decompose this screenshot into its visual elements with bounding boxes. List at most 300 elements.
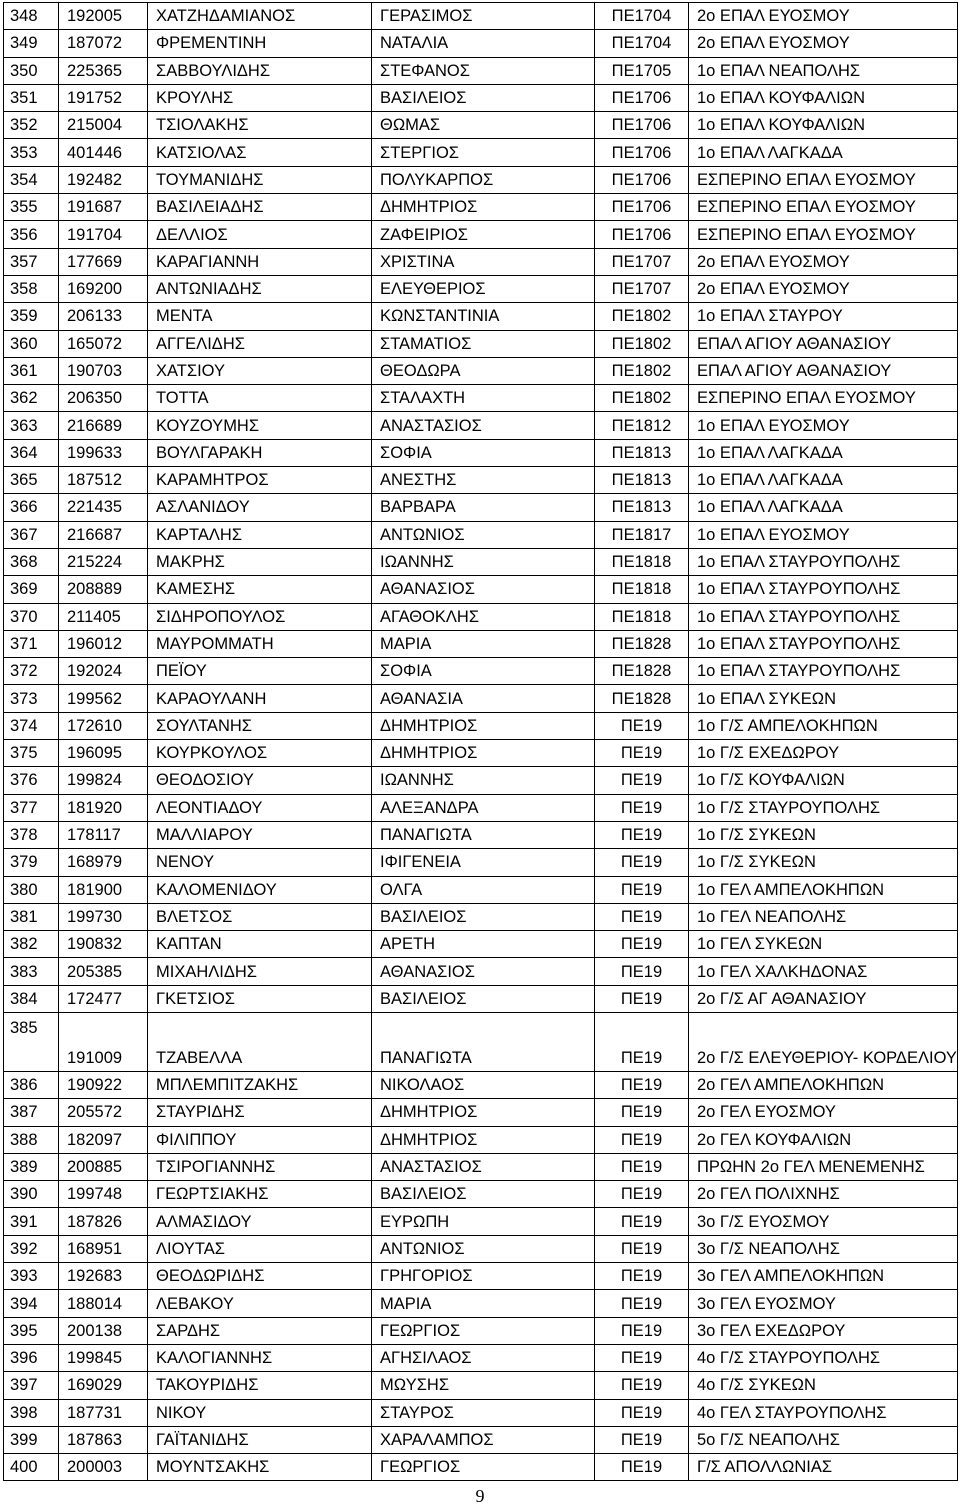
surname-cell: ΜΑΥΡΟΜΜΑΤΗ: [148, 630, 372, 657]
row-number-cell: 382: [4, 931, 59, 958]
surname-cell: ΧΑΤΖΗΔΑΜΙΑΝΟΣ: [148, 3, 372, 30]
surname-cell: ΝΕΝΟΥ: [148, 849, 372, 876]
specialty-cell: ΠΕ1813: [595, 494, 689, 521]
table-row: [4, 275, 958, 302]
specialty-cell: ΠΕ1818: [595, 548, 689, 575]
given-name-cell: ΑΘΑΝΑΣΙΟΣ: [372, 958, 595, 985]
id-cell: 187863: [59, 1426, 148, 1453]
given-name-cell: ΑΝΤΩΝΙΟΣ: [372, 1235, 595, 1262]
id-cell: 169029: [59, 1372, 148, 1399]
id-cell: 199748: [59, 1181, 148, 1208]
table-row: [4, 439, 958, 466]
school-cell: 1ο Γ/Σ ΣΤΑΥΡΟΥΠΟΛΗΣ: [689, 794, 958, 821]
surname-cell: ΣΤΑΥΡΙΔΗΣ: [148, 1099, 372, 1126]
surname-cell: ΤΟΤΤΑ: [148, 385, 372, 412]
row-number-cell: 387: [4, 1099, 59, 1126]
school-cell: 1ο Γ/Σ ΕΧΕΔΩΡΟΥ: [689, 740, 958, 767]
id-cell: 190922: [59, 1071, 148, 1098]
surname-cell: ΦΡΕΜΕΝΤΙΝΗ: [148, 30, 372, 57]
school-cell: 1ο ΕΠΑΛ ΣΤΑΥΡΟΥΠΟΛΗΣ: [689, 603, 958, 630]
row-number-cell: 380: [4, 876, 59, 903]
given-name-cell: ΓΡΗΓΟΡΙΟΣ: [372, 1263, 595, 1290]
school-cell: 2ο Γ/Σ ΕΛΕΥΘΕΡΙΟΥ- ΚΟΡΔΕΛΙΟΥ: [689, 1012, 958, 1071]
id-cell: 181900: [59, 876, 148, 903]
id-cell: 199562: [59, 685, 148, 712]
id-cell: 196095: [59, 740, 148, 767]
table-body: [4, 3, 958, 1481]
specialty-cell: ΠΕ1828: [595, 630, 689, 657]
id-cell: 216687: [59, 521, 148, 548]
specialty-cell: ΠΕ19: [595, 985, 689, 1012]
id-cell: 215004: [59, 112, 148, 139]
table-row: [4, 84, 958, 111]
school-cell: 1ο ΕΠΑΛ ΣΤΑΥΡΟΥΠΟΛΗΣ: [689, 658, 958, 685]
id-cell: 199824: [59, 767, 148, 794]
school-cell: 1ο ΕΠΑΛ ΕΥΟΣΜΟΥ: [689, 521, 958, 548]
specialty-cell: ΠΕ1704: [595, 3, 689, 30]
row-number-cell: 392: [4, 1235, 59, 1262]
given-name-cell: ΣΟΦΙΑ: [372, 658, 595, 685]
specialty-cell: ΠΕ1828: [595, 658, 689, 685]
given-name-cell: ΣΤΑΛΑΧΤΗ: [372, 385, 595, 412]
id-cell: 401446: [59, 139, 148, 166]
specialty-cell: ΠΕ19: [595, 1372, 689, 1399]
specialty-cell: ΠΕ19: [595, 767, 689, 794]
table-row: [4, 1012, 958, 1071]
surname-cell: ΒΛΕΤΣΟΣ: [148, 903, 372, 930]
row-number-cell: 355: [4, 194, 59, 221]
id-cell: 191009: [59, 1012, 148, 1071]
given-name-cell: ΒΑΡΒΑΡΑ: [372, 494, 595, 521]
row-number-cell: 396: [4, 1344, 59, 1371]
surname-cell: ΤΖΑΒΕΛΛΑ: [148, 1012, 372, 1071]
given-name-cell: ΘΩΜΑΣ: [372, 112, 595, 139]
row-number-cell: 400: [4, 1454, 59, 1481]
specialty-cell: ΠΕ1706: [595, 139, 689, 166]
given-name-cell: ΑΘΑΝΑΣΙΟΣ: [372, 576, 595, 603]
given-name-cell: ΕΥΡΩΠΗ: [372, 1208, 595, 1235]
row-number-cell: 378: [4, 821, 59, 848]
school-cell: 1ο ΕΠΑΛ ΛΑΓΚΑΔΑ: [689, 467, 958, 494]
id-cell: 200138: [59, 1317, 148, 1344]
table-row: [4, 821, 958, 848]
school-cell: 2ο ΓΕΛ ΚΟΥΦΑΛΙΩΝ: [689, 1126, 958, 1153]
surname-cell: ΚΑΛΟΜΕΝΙΔΟΥ: [148, 876, 372, 903]
table-row: [4, 1099, 958, 1126]
id-cell: 192482: [59, 166, 148, 193]
given-name-cell: ΜΑΡΙΑ: [372, 1290, 595, 1317]
row-number-cell: 398: [4, 1399, 59, 1426]
specialty-cell: ΠΕ1812: [595, 412, 689, 439]
specialty-cell: ΠΕ1704: [595, 30, 689, 57]
school-cell: 1ο ΓΕΛ ΧΑΛΚΗΔΟΝΑΣ: [689, 958, 958, 985]
specialty-cell: ΠΕ19: [595, 740, 689, 767]
surname-cell: ΘΕΟΔΟΣΙΟΥ: [148, 767, 372, 794]
id-cell: 192683: [59, 1263, 148, 1290]
school-cell: 1ο ΕΠΑΛ ΣΤΑΥΡΟΥ: [689, 303, 958, 330]
surname-cell: ΜΕΝΤΑ: [148, 303, 372, 330]
school-cell: 1ο ΕΠΑΛ ΚΟΥΦΑΛΙΩΝ: [689, 84, 958, 111]
school-cell: 2ο ΓΕΛ ΠΟΛΙΧΝΗΣ: [689, 1181, 958, 1208]
surname-cell: ΑΛΜΑΣΙΔΟΥ: [148, 1208, 372, 1235]
specialty-cell: ΠΕ19: [595, 849, 689, 876]
specialty-cell: ΠΕ19: [595, 1344, 689, 1371]
specialty-cell: ΠΕ19: [595, 1235, 689, 1262]
id-cell: 216689: [59, 412, 148, 439]
row-number-cell: 391: [4, 1208, 59, 1235]
school-cell: 5ο Γ/Σ ΝΕΑΠΟΛΗΣ: [689, 1426, 958, 1453]
school-cell: ΕΣΠΕΡΙΝΟ ΕΠΑΛ ΕΥΟΣΜΟΥ: [689, 166, 958, 193]
table-row: [4, 658, 958, 685]
table-row: [4, 521, 958, 548]
table-row: [4, 1071, 958, 1098]
table-row: [4, 958, 958, 985]
id-cell: 192005: [59, 3, 148, 30]
id-cell: 191752: [59, 84, 148, 111]
surname-cell: ΣΑΡΔΗΣ: [148, 1317, 372, 1344]
row-number-cell: 349: [4, 30, 59, 57]
id-cell: 182097: [59, 1126, 148, 1153]
table-row: [4, 1126, 958, 1153]
row-number-cell: 367: [4, 521, 59, 548]
school-cell: 1ο ΕΠΑΛ ΝΕΑΠΟΛΗΣ: [689, 57, 958, 84]
school-cell: 4ο ΓΕΛ ΣΤΑΥΡΟΥΠΟΛΗΣ: [689, 1399, 958, 1426]
given-name-cell: ΑΡΕΤΗ: [372, 931, 595, 958]
id-cell: 225365: [59, 57, 148, 84]
surname-cell: ΓΑΪΤΑΝΙΔΗΣ: [148, 1426, 372, 1453]
school-cell: 1ο ΕΠΑΛ ΛΑΓΚΑΔΑ: [689, 439, 958, 466]
id-cell: 191704: [59, 221, 148, 248]
school-cell: ΠΡΩΗΝ 2ο ΓΕΛ ΜΕΝΕΜΕΝΗΣ: [689, 1153, 958, 1180]
school-cell: 2ο ΕΠΑΛ ΕΥΟΣΜΟΥ: [689, 30, 958, 57]
school-cell: 2ο ΕΠΑΛ ΕΥΟΣΜΟΥ: [689, 275, 958, 302]
specialty-cell: ΠΕ19: [595, 712, 689, 739]
table-row: [4, 1454, 958, 1481]
surname-cell: ΛΙΟΥΤΑΣ: [148, 1235, 372, 1262]
specialty-cell: ΠΕ19: [595, 1012, 689, 1071]
row-number-cell: 372: [4, 658, 59, 685]
specialty-cell: ΠΕ1802: [595, 330, 689, 357]
table-row: [4, 931, 958, 958]
specialty-cell: ΠΕ1802: [595, 385, 689, 412]
school-cell: 2ο ΕΠΑΛ ΕΥΟΣΜΟΥ: [689, 3, 958, 30]
given-name-cell: ΒΑΣΙΛΕΙΟΣ: [372, 1181, 595, 1208]
id-cell: 191687: [59, 194, 148, 221]
row-number-cell: 383: [4, 958, 59, 985]
row-number-cell: 390: [4, 1181, 59, 1208]
given-name-cell: ΒΑΣΙΛΕΙΟΣ: [372, 903, 595, 930]
given-name-cell: ΠΟΛΥΚΑΡΠΟΣ: [372, 166, 595, 193]
table-row: [4, 1235, 958, 1262]
table-row: [4, 630, 958, 657]
row-number-cell: 359: [4, 303, 59, 330]
school-cell: 3ο ΓΕΛ ΑΜΠΕΛΟΚΗΠΩΝ: [689, 1263, 958, 1290]
given-name-cell: ΑΝΤΩΝΙΟΣ: [372, 521, 595, 548]
given-name-cell: ΔΗΜΗΤΡΙΟΣ: [372, 740, 595, 767]
school-cell: ΕΣΠΕΡΙΝΟ ΕΠΑΛ ΕΥΟΣΜΟΥ: [689, 221, 958, 248]
school-cell: 1ο ΕΠΑΛ ΕΥΟΣΜΟΥ: [689, 412, 958, 439]
school-cell: 4ο Γ/Σ ΣΤΑΥΡΟΥΠΟΛΗΣ: [689, 1344, 958, 1371]
given-name-cell: ΕΛΕΥΘΕΡΙΟΣ: [372, 275, 595, 302]
given-name-cell: ΖΑΦΕΙΡΙΟΣ: [372, 221, 595, 248]
given-name-cell: ΔΗΜΗΤΡΙΟΣ: [372, 1099, 595, 1126]
surname-cell: ΚΡΟΥΛΗΣ: [148, 84, 372, 111]
row-number-cell: 399: [4, 1426, 59, 1453]
surname-cell: ΚΟΥΡΚΟΥΛΟΣ: [148, 740, 372, 767]
table-row: [4, 876, 958, 903]
specialty-cell: ΠΕ1828: [595, 685, 689, 712]
given-name-cell: ΣΟΦΙΑ: [372, 439, 595, 466]
given-name-cell: ΙΦΙΓΕΝΕΙΑ: [372, 849, 595, 876]
specialty-cell: ΠΕ19: [595, 1426, 689, 1453]
specialty-cell: ΠΕ19: [595, 1071, 689, 1098]
given-name-cell: ΓΕΩΡΓΙΟΣ: [372, 1454, 595, 1481]
given-name-cell: ΙΩΑΝΝΗΣ: [372, 767, 595, 794]
id-cell: 199633: [59, 439, 148, 466]
table-row: [4, 985, 958, 1012]
row-number-cell: 376: [4, 767, 59, 794]
table-row: [4, 1426, 958, 1453]
given-name-cell: ΒΑΣΙΛΕΙΟΣ: [372, 84, 595, 111]
table-row: [4, 467, 958, 494]
given-name-cell: ΠΑΝΑΓΙΩΤΑ: [372, 1012, 595, 1071]
given-name-cell: ΑΛΕΞΑΝΔΡΑ: [372, 794, 595, 821]
school-cell: ΕΣΠΕΡΙΝΟ ΕΠΑΛ ΕΥΟΣΜΟΥ: [689, 385, 958, 412]
id-cell: 187826: [59, 1208, 148, 1235]
row-number-cell: 384: [4, 985, 59, 1012]
specialty-cell: ΠΕ19: [595, 1181, 689, 1208]
table-row: [4, 1153, 958, 1180]
given-name-cell: ΑΝΑΣΤΑΣΙΟΣ: [372, 1153, 595, 1180]
table-row: [4, 3, 958, 30]
surname-cell: ΣΙΔΗΡΟΠΟΥΛΟΣ: [148, 603, 372, 630]
given-name-cell: ΑΝΕΣΤΗΣ: [372, 467, 595, 494]
table-row: [4, 139, 958, 166]
id-cell: 196012: [59, 630, 148, 657]
surname-cell: ΣΟΥΛΤΑΝΗΣ: [148, 712, 372, 739]
row-number-cell: 366: [4, 494, 59, 521]
given-name-cell: ΓΕΩΡΓΙΟΣ: [372, 1317, 595, 1344]
table-row: [4, 1181, 958, 1208]
school-cell: 1ο ΕΠΑΛ ΣΤΑΥΡΟΥΠΟΛΗΣ: [689, 630, 958, 657]
row-number-cell: 352: [4, 112, 59, 139]
appointments-table: [3, 2, 958, 1481]
table-row: [4, 166, 958, 193]
table-row: [4, 194, 958, 221]
surname-cell: ΧΑΤΣΙΟΥ: [148, 357, 372, 384]
given-name-cell: ΧΑΡΑΛΑΜΠΟΣ: [372, 1426, 595, 1453]
specialty-cell: ΠΕ1706: [595, 221, 689, 248]
given-name-cell: ΓΕΡΑΣΙΜΟΣ: [372, 3, 595, 30]
surname-cell: ΝΙΚΟΥ: [148, 1399, 372, 1426]
school-cell: 1ο ΕΠΑΛ ΛΑΓΚΑΔΑ: [689, 139, 958, 166]
id-cell: 205572: [59, 1099, 148, 1126]
table-row: [4, 903, 958, 930]
specialty-cell: ΠΕ19: [595, 794, 689, 821]
school-cell: 4ο Γ/Σ ΣΥΚΕΩΝ: [689, 1372, 958, 1399]
specialty-cell: ΠΕ19: [595, 1263, 689, 1290]
table-row: [4, 221, 958, 248]
given-name-cell: ΣΤΕΡΓΙΟΣ: [372, 139, 595, 166]
row-number-cell: 394: [4, 1290, 59, 1317]
id-cell: 205385: [59, 958, 148, 985]
surname-cell: ΚΟΥΖΟΥΜΗΣ: [148, 412, 372, 439]
surname-cell: ΜΑΚΡΗΣ: [148, 548, 372, 575]
given-name-cell: ΣΤΑΜΑΤΙΟΣ: [372, 330, 595, 357]
surname-cell: ΓΕΩΡΤΣΙΑΚΗΣ: [148, 1181, 372, 1208]
school-cell: 3ο ΓΕΛ ΕΥΟΣΜΟΥ: [689, 1290, 958, 1317]
surname-cell: ΘΕΟΔΩΡΙΔΗΣ: [148, 1263, 372, 1290]
specialty-cell: ΠΕ1707: [595, 275, 689, 302]
surname-cell: ΤΑΚΟΥΡΙΔΗΣ: [148, 1372, 372, 1399]
school-cell: 1ο Γ/Σ ΑΜΠΕΛΟΚΗΠΩΝ: [689, 712, 958, 739]
given-name-cell: ΧΡΙΣΤΙΝΑ: [372, 248, 595, 275]
school-cell: ΕΠΑΛ ΑΓΙΟΥ ΑΘΑΝΑΣΙΟΥ: [689, 330, 958, 357]
school-cell: 1ο ΓΕΛ ΣΥΚΕΩΝ: [689, 931, 958, 958]
given-name-cell: ΣΤΕΦΑΝΟΣ: [372, 57, 595, 84]
specialty-cell: ΠΕ19: [595, 876, 689, 903]
row-number-cell: 389: [4, 1153, 59, 1180]
table-row: [4, 767, 958, 794]
given-name-cell: ΜΑΡΙΑ: [372, 630, 595, 657]
table-row: [4, 385, 958, 412]
row-number-cell: 381: [4, 903, 59, 930]
row-number-cell: 386: [4, 1071, 59, 1098]
given-name-cell: ΝΙΚΟΛΑΟΣ: [372, 1071, 595, 1098]
surname-cell: ΒΟΥΛΓΑΡΑΚΗ: [148, 439, 372, 466]
given-name-cell: ΔΗΜΗΤΡΙΟΣ: [372, 194, 595, 221]
given-name-cell: ΔΗΜΗΤΡΙΟΣ: [372, 712, 595, 739]
school-cell: ΕΠΑΛ ΑΓΙΟΥ ΑΘΑΝΑΣΙΟΥ: [689, 357, 958, 384]
surname-cell: ΚΑΡΑΜΗΤΡΟΣ: [148, 467, 372, 494]
surname-cell: ΤΣΙΡΟΓΙΑΝΝΗΣ: [148, 1153, 372, 1180]
id-cell: 206350: [59, 385, 148, 412]
specialty-cell: ΠΕ19: [595, 1126, 689, 1153]
table-row: [4, 740, 958, 767]
row-number-cell: 377: [4, 794, 59, 821]
row-number-cell: 388: [4, 1126, 59, 1153]
specialty-cell: ΠΕ1802: [595, 303, 689, 330]
school-cell: ΕΣΠΕΡΙΝΟ ΕΠΑΛ ΕΥΟΣΜΟΥ: [689, 194, 958, 221]
specialty-cell: ΠΕ19: [595, 1290, 689, 1317]
school-cell: 1ο ΕΠΑΛ ΛΑΓΚΑΔΑ: [689, 494, 958, 521]
row-number-cell: 395: [4, 1317, 59, 1344]
row-number-cell: 393: [4, 1263, 59, 1290]
row-number-cell: 385: [4, 1012, 59, 1071]
specialty-cell: ΠΕ19: [595, 1153, 689, 1180]
id-cell: 187072: [59, 30, 148, 57]
id-cell: 215224: [59, 548, 148, 575]
id-cell: 165072: [59, 330, 148, 357]
specialty-cell: ΠΕ19: [595, 1208, 689, 1235]
surname-cell: ΒΑΣΙΛΕΙΑΔΗΣ: [148, 194, 372, 221]
table-row: [4, 330, 958, 357]
row-number-cell: 356: [4, 221, 59, 248]
school-cell: Γ/Σ ΑΠΟΛΛΩΝΙΑΣ: [689, 1454, 958, 1481]
specialty-cell: ΠΕ1706: [595, 84, 689, 111]
table-row: [4, 1399, 958, 1426]
school-cell: 3ο Γ/Σ ΝΕΑΠΟΛΗΣ: [689, 1235, 958, 1262]
id-cell: 190703: [59, 357, 148, 384]
table-row: [4, 794, 958, 821]
id-cell: 168979: [59, 849, 148, 876]
specialty-cell: ΠΕ1813: [595, 467, 689, 494]
specialty-cell: ΠΕ1818: [595, 603, 689, 630]
school-cell: 1ο ΓΕΛ ΑΜΠΕΛΟΚΗΠΩΝ: [689, 876, 958, 903]
surname-cell: ΤΣΙΟΛΑΚΗΣ: [148, 112, 372, 139]
surname-cell: ΜΑΛΛΙΑΡΟΥ: [148, 821, 372, 848]
given-name-cell: ΝΑΤΑΛΙΑ: [372, 30, 595, 57]
surname-cell: ΓΚΕΤΣΙΟΣ: [148, 985, 372, 1012]
row-number-cell: 363: [4, 412, 59, 439]
school-cell: 1ο Γ/Σ ΣΥΚΕΩΝ: [689, 821, 958, 848]
id-cell: 169200: [59, 275, 148, 302]
table-row: [4, 357, 958, 384]
id-cell: 172477: [59, 985, 148, 1012]
surname-cell: ΜΙΧΑΗΛΙΔΗΣ: [148, 958, 372, 985]
table-row: [4, 1317, 958, 1344]
school-cell: 1ο ΕΠΑΛ ΣΤΑΥΡΟΥΠΟΛΗΣ: [689, 548, 958, 575]
table-row: [4, 603, 958, 630]
id-cell: 178117: [59, 821, 148, 848]
given-name-cell: ΠΑΝΑΓΙΩΤΑ: [372, 821, 595, 848]
specialty-cell: ΠΕ1813: [595, 439, 689, 466]
specialty-cell: ΠΕ19: [595, 1399, 689, 1426]
table-row: [4, 1372, 958, 1399]
given-name-cell: ΙΩΑΝΝΗΣ: [372, 548, 595, 575]
table-row: [4, 57, 958, 84]
table-row: [4, 248, 958, 275]
surname-cell: ΚΑΠΤΑΝ: [148, 931, 372, 958]
surname-cell: ΚΑΡΑΟΥΛΑΝΗ: [148, 685, 372, 712]
school-cell: 3ο ΓΕΛ ΕΧΕΔΩΡΟΥ: [689, 1317, 958, 1344]
id-cell: 199730: [59, 903, 148, 930]
specialty-cell: ΠΕ1818: [595, 576, 689, 603]
specialty-cell: ΠΕ19: [595, 903, 689, 930]
surname-cell: ΛΕΟΝΤΙΑΔΟΥ: [148, 794, 372, 821]
row-number-cell: 364: [4, 439, 59, 466]
specialty-cell: ΠΕ19: [595, 1317, 689, 1344]
row-number-cell: 351: [4, 84, 59, 111]
surname-cell: ΚΑΛΟΓΙΑΝΝΗΣ: [148, 1344, 372, 1371]
specialty-cell: ΠΕ1705: [595, 57, 689, 84]
id-cell: 190832: [59, 931, 148, 958]
surname-cell: ΣΑΒΒΟΥΛΙΔΗΣ: [148, 57, 372, 84]
surname-cell: ΠΕΪΟΥ: [148, 658, 372, 685]
table-row: [4, 1290, 958, 1317]
id-cell: 199845: [59, 1344, 148, 1371]
row-number-cell: 374: [4, 712, 59, 739]
school-cell: 1ο ΕΠΑΛ ΣΤΑΥΡΟΥΠΟΛΗΣ: [689, 576, 958, 603]
surname-cell: ΑΝΤΩΝΙΑΔΗΣ: [148, 275, 372, 302]
school-cell: 2ο ΓΕΛ ΑΜΠΕΛΟΚΗΠΩΝ: [689, 1071, 958, 1098]
given-name-cell: ΑΓΗΣΙΛΑΟΣ: [372, 1344, 595, 1371]
id-cell: 206133: [59, 303, 148, 330]
row-number-cell: 368: [4, 548, 59, 575]
row-number-cell: 354: [4, 166, 59, 193]
row-number-cell: 373: [4, 685, 59, 712]
specialty-cell: ΠΕ19: [595, 821, 689, 848]
table-row: [4, 494, 958, 521]
surname-cell: ΜΠΛΕΜΠΙΤΖΑΚΗΣ: [148, 1071, 372, 1098]
table-row: [4, 303, 958, 330]
table-row: [4, 1263, 958, 1290]
table-row: [4, 712, 958, 739]
surname-cell: ΑΓΓΕΛΙΔΗΣ: [148, 330, 372, 357]
specialty-cell: ΠΕ1707: [595, 248, 689, 275]
surname-cell: ΦΙΛΙΠΠΟΥ: [148, 1126, 372, 1153]
id-cell: 177669: [59, 248, 148, 275]
